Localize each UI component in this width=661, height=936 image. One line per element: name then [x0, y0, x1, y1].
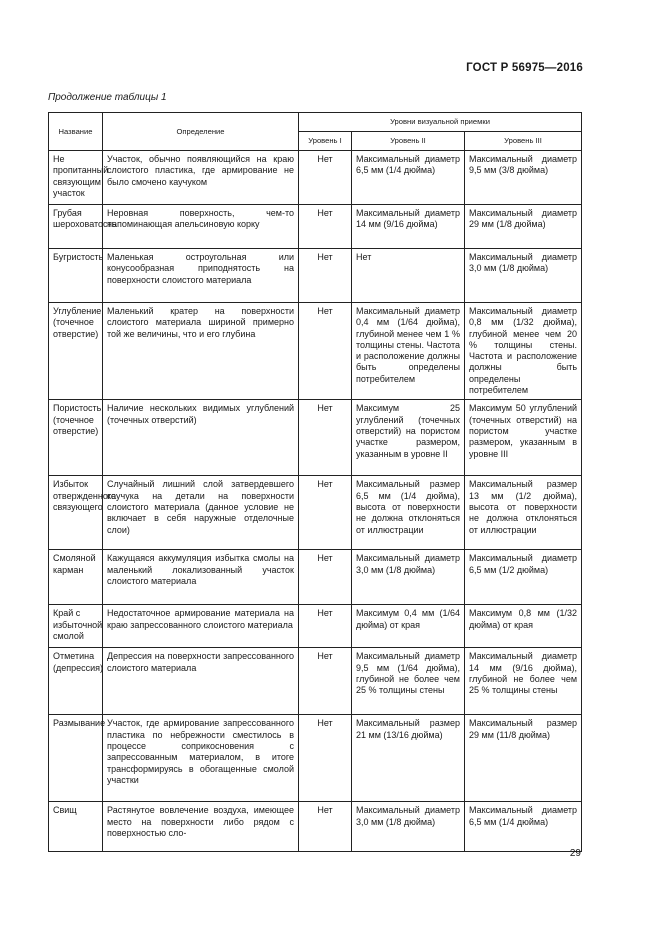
cell-definition: Недостаточное армирование материала на краю запрессованного слоистого материала	[103, 605, 299, 648]
cell-level-3: Максимальный диаметр 3,0 мм (1/8 дюйма)	[465, 249, 582, 303]
cell-name: Грубая шероховатость	[49, 205, 103, 249]
cell-definition: Растянутое вовлечение воздуха, имеющее место на поверхности либо рядом с поверхностью сло-	[103, 802, 299, 852]
table-header-row	[49, 113, 582, 132]
cell-level-3: Максимальный размер 13 мм (1/2 дюйма), высота от поверхности не должна отклоняться от иллюстрации	[465, 476, 582, 550]
cell-definition: Неровная поверхность, чем-то напоминающая апельсиновую корку	[103, 205, 299, 249]
cell-level-1: Нет	[299, 400, 352, 476]
cell-name: Смоляной карман	[49, 550, 103, 605]
cell-name: Пористость (точечное отверстие)	[49, 400, 103, 476]
cell-name: Избыток отвержденного связующего	[49, 476, 103, 550]
table-row	[49, 249, 582, 303]
page-number: 29	[569, 848, 581, 859]
cell-level-1: Нет	[299, 715, 352, 802]
cell-name: Край с избыточной смолой	[49, 605, 103, 648]
cell-level-1: Нет	[299, 303, 352, 400]
cell-definition: Депрессия на поверхности запрессованного слоистого материала	[103, 648, 299, 715]
cell-level-1: Нет	[299, 249, 352, 303]
cell-name: Углубление (точечное отверстие)	[49, 303, 103, 400]
cell-level-1: Нет	[299, 648, 352, 715]
cell-definition: Наличие нескольких видимых углублений (точечных отверстий)	[103, 400, 299, 476]
cell-definition: Маленький кратер на поверхности слоистого материала шириной примерно той же величины, что и его глубина	[103, 303, 299, 400]
cell-name: Бугристость	[49, 249, 103, 303]
table-row	[49, 303, 582, 400]
defects-table	[48, 112, 582, 852]
cell-level-1: Нет	[299, 802, 352, 852]
cell-definition: Маленькая остроугольная или конусообразная приподнятость на поверхности слоистого материала	[103, 249, 299, 303]
table-row	[49, 605, 582, 648]
cell-level-2: Нет	[352, 249, 465, 303]
header-definition: Определение	[103, 113, 299, 151]
table-continuation-caption: Продолжение таблицы 1	[48, 92, 167, 103]
cell-level-2: Максимальный диаметр 9,5 мм (1/64 дюйма), глубиной не более чем 25 % толщины стены	[352, 648, 465, 715]
cell-name: Свищ	[49, 802, 103, 852]
cell-level-2: Максимальный диаметр 0,4 мм (1/64 дюйма), глубиной менее чем 1 % толщины стены. Частота и расположение должны быть определены потребителем	[352, 303, 465, 400]
cell-level-1: Нет	[299, 550, 352, 605]
cell-definition: Участок, где армирование запрессованного пластика по небрежности сместилось в процессе соприкосновения с запрессованным материалом, в итоге трансформируясь в обогащенные смолой участки	[103, 715, 299, 802]
header-level-3: Уровень III	[465, 132, 582, 151]
cell-name: Размывание	[49, 715, 103, 802]
table-row	[49, 648, 582, 715]
cell-level-1: Нет	[299, 476, 352, 550]
table-row	[49, 400, 582, 476]
cell-level-3: Максимальный диаметр 9,5 мм (3/8 дюйма)	[465, 151, 582, 205]
cell-name: Не пропитанный связующим участок	[49, 151, 103, 205]
cell-level-3: Максимум 50 углублений (точечных отверстий) на пористом участке размером, указанным в уровне III	[465, 400, 582, 476]
table-row	[49, 715, 582, 802]
cell-level-3: Максимум 0,8 мм (1/32 дюйма) от края	[465, 605, 582, 648]
header-level-2: Уровень II	[352, 132, 465, 151]
cell-level-2: Максимальный размер 6,5 мм (1/4 дюйма), высота от поверхности не должна отклоняться от иллюстрации	[352, 476, 465, 550]
table-row	[49, 205, 582, 249]
cell-definition: Участок, обычно появляющийся на краю слоистого пластика, где армирование не было смочено каучуком	[103, 151, 299, 205]
cell-name: Отметина (депрессия)	[49, 648, 103, 715]
table-row	[49, 550, 582, 605]
header-levels-group: Уровни визуальной приемки	[299, 113, 582, 132]
table-body	[49, 151, 582, 852]
header-level-1: Уровень I	[299, 132, 352, 151]
cell-definition: Кажущаяся аккумуляция избытка смолы на маленький локализованный участок слоистого материала	[103, 550, 299, 605]
cell-level-2: Максимум 25 углублений (точечных отверстий) на пористом участке размером, указанным в уровне II	[352, 400, 465, 476]
document-code: ГОСТ Р 56975—2016	[466, 62, 583, 74]
header-name: Название	[49, 113, 103, 151]
cell-level-2: Максимальный диаметр 14 мм (9/16 дюйма)	[352, 205, 465, 249]
cell-level-3: Максимальный диаметр 0,8 мм (1/32 дюйма), глубиной менее чем 20 % толщины стены. Частота и расположение должны быть определены потребителем	[465, 303, 582, 400]
cell-level-3: Максимальный диаметр 6,5 мм (1/2 дюйма)	[465, 550, 582, 605]
cell-level-3: Максимальный диаметр 29 мм (1/8 дюйма)	[465, 205, 582, 249]
cell-level-2: Максимальный размер 21 мм (13/16 дюйма)	[352, 715, 465, 802]
cell-level-3: Максимальный диаметр 14 мм (9/16 дюйма), глубиной не более чем 25 % толщины стены	[465, 648, 582, 715]
cell-level-2: Максимальный диаметр 3,0 мм (1/8 дюйма)	[352, 802, 465, 852]
cell-level-3: Максимальный размер 29 мм (11/8 дюйма)	[465, 715, 582, 802]
cell-level-1: Нет	[299, 205, 352, 249]
cell-definition: Случайный лишний слой затвердевшего каучука на детали на поверхности слоистого материала (данное условие не включает в себя наружные отделочные слои)	[103, 476, 299, 550]
cell-level-3: Максимальный диаметр 6,5 мм (1/4 дюйма)	[465, 802, 582, 852]
table-row	[49, 476, 582, 550]
cell-level-2: Максимальный диаметр 6,5 мм (1/4 дюйма)	[352, 151, 465, 205]
cell-level-1: Нет	[299, 151, 352, 205]
table-row	[49, 151, 582, 205]
cell-level-2: Максимум 0,4 мм (1/64 дюйма) от края	[352, 605, 465, 648]
table-row	[49, 802, 582, 852]
cell-level-2: Максимальный диаметр 3,0 мм (1/8 дюйма)	[352, 550, 465, 605]
cell-level-1: Нет	[299, 605, 352, 648]
